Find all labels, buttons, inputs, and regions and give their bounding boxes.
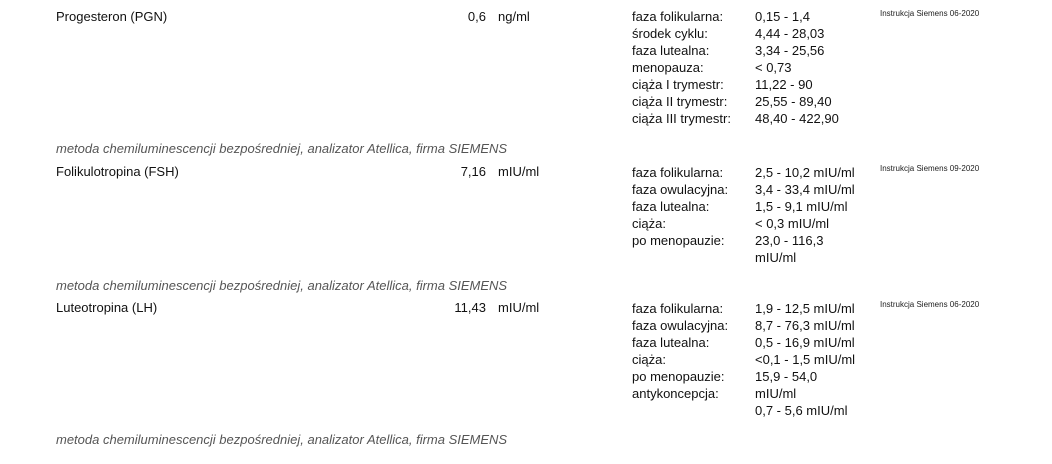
- reference-label: faza folikularna:: [632, 301, 724, 316]
- reference-value: 11,22 - 90: [755, 77, 813, 92]
- reference-value: 2,5 - 10,2 mIU/ml: [755, 165, 855, 180]
- reference-label: faza lutealna:: [632, 199, 710, 214]
- reference-value: < 0,3 mIU/ml: [755, 216, 830, 231]
- reference-label: po menopauzie:: [632, 369, 725, 384]
- reference-value: 0,15 - 1,4: [755, 9, 810, 24]
- reference-value: 4,44 - 28,03: [755, 26, 825, 41]
- reference-value: 15,9 - 54,0: [755, 369, 818, 384]
- reference-label: faza owulacyjna:: [632, 318, 729, 333]
- test-value: 11,43: [454, 300, 486, 315]
- test-unit: mIU/ml: [498, 164, 540, 179]
- reference-label: faza lutealna:: [632, 43, 710, 58]
- reference-label: po menopauzie:: [632, 233, 725, 248]
- method-note: metoda chemiluminescencji bezpośredniej, analizator Atellica, firma SIEMENS: [56, 141, 508, 156]
- reference-label: faza owulacyjna:: [632, 182, 729, 197]
- reference-label: ciąża II trymestr:: [632, 94, 728, 109]
- reference-label: faza folikularna:: [632, 165, 724, 180]
- reference-label: faza folikularna:: [632, 9, 724, 24]
- reference-value: 25,55 - 89,40: [755, 94, 832, 109]
- test-unit: mIU/ml: [498, 300, 540, 315]
- reference-label: ciąża I trymestr:: [632, 77, 724, 92]
- reference-label: menopauza:: [632, 60, 704, 75]
- test-name: Progesteron (PGN): [56, 9, 168, 24]
- reference-value: < 0,73: [755, 60, 792, 75]
- instruction-reference: Instrukcja Siemens 09-2020: [880, 164, 980, 173]
- test-unit: ng/ml: [498, 9, 530, 24]
- reference-value: 0,7 - 5,6 mIU/ml: [755, 403, 848, 418]
- reference-value: 3,4 - 33,4 mIU/ml: [755, 182, 855, 197]
- reference-value: <0,1 - 1,5 mIU/ml: [755, 352, 856, 367]
- instruction-reference: Instrukcja Siemens 06-2020: [880, 300, 980, 309]
- reference-value: 1,5 - 9,1 mIU/ml: [755, 199, 848, 214]
- reference-value: 3,34 - 25,56: [755, 43, 825, 58]
- reference-value: 8,7 - 76,3 mIU/ml: [755, 318, 855, 333]
- reference-label: ciąża:: [632, 216, 666, 231]
- method-note: metoda chemiluminescencji bezpośredniej, analizator Atellica, firma SIEMENS: [56, 278, 508, 293]
- reference-value: 48,40 - 422,90: [755, 111, 839, 126]
- reference-label: ciąża:: [632, 352, 666, 367]
- test-name: Folikulotropina (FSH): [56, 164, 179, 179]
- method-note: metoda chemiluminescencji bezpośredniej, analizator Atellica, firma SIEMENS: [56, 432, 508, 447]
- reference-value: 0,5 - 16,9 mIU/ml: [755, 335, 855, 350]
- test-value: 0,6: [467, 9, 486, 24]
- reference-label: środek cyklu:: [632, 26, 708, 41]
- instruction-reference: Instrukcja Siemens 06-2020: [880, 9, 980, 18]
- test-value: 7,16: [460, 164, 486, 179]
- reference-value: mIU/ml: [755, 250, 797, 265]
- reference-value: mIU/ml: [755, 386, 797, 401]
- reference-value: 1,9 - 12,5 mIU/ml: [755, 301, 855, 316]
- reference-value: 23,0 - 116,3: [755, 233, 824, 248]
- reference-label: faza lutealna:: [632, 335, 710, 350]
- reference-label: antykoncepcja:: [632, 386, 719, 401]
- test-name: Luteotropina (LH): [56, 300, 158, 315]
- reference-label: ciąża III trymestr:: [632, 111, 731, 126]
